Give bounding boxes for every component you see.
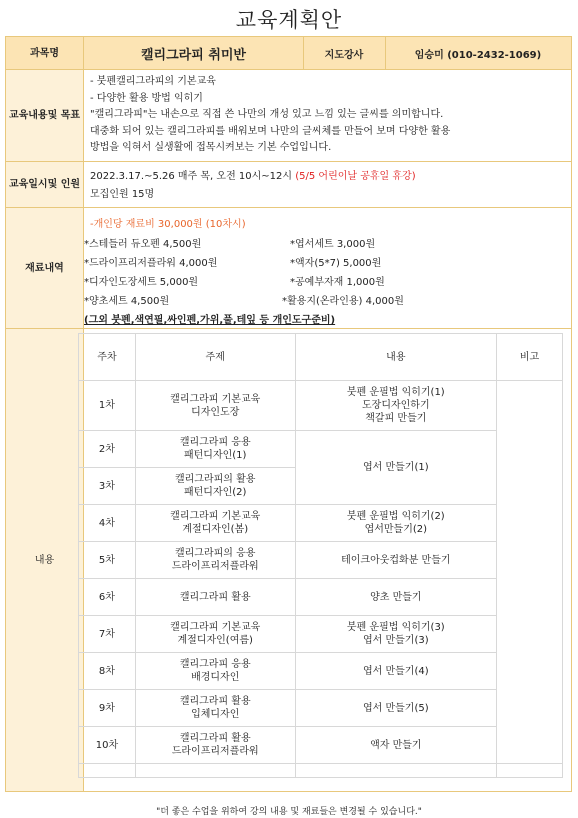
col-header-detail: 내용	[295, 334, 497, 381]
schedule-info-label: 교육일시 및 인원	[6, 162, 84, 207]
table-row: 2차 캘리그라피 응용 패턴디자인(1) 엽서 만들기(1)	[79, 431, 563, 468]
goals-line: - 붓펜캘리그라피의 기본교육	[90, 76, 216, 87]
schedule-info-content	[90, 168, 565, 204]
material-item: *디자인도장세트 5,000원	[84, 277, 199, 288]
goals-line: 방법을 익혀서 실생활에 접목시켜보는 기본 수업입니다.	[90, 142, 332, 153]
holiday-note: (5/5 어린이날 공휴일 휴강)	[295, 171, 416, 182]
table-row: 9차 캘리그라피 활용 입체디자인 엽서 만들기(5)	[79, 690, 563, 727]
goals-label: 교육내용 및 목표	[6, 70, 84, 161]
col-header-note: 비고	[497, 334, 563, 381]
material-fee: -개인당 재료비 30,000원 (10차시)	[90, 219, 246, 230]
teacher-value: 임승미 (010-2432-1069)	[414, 49, 542, 61]
footer-note: "더 좋은 수업을 위하여 강의 내용 및 재료들은 변경될 수 있습니다."	[156, 807, 422, 817]
header-row	[6, 37, 571, 70]
table-row: 4차 캘리그라피 기본교육 계절디자인(봄) 붓펜 운필법 익히기(2) 엽서만들기(2)	[79, 505, 563, 542]
table-row: 3차 캘리그라피의 활용 패턴디자인(2)	[79, 468, 563, 505]
capacity-text: 모집인원 15명	[90, 189, 155, 200]
content-label: 내용	[6, 329, 84, 791]
goals-line: - 다양한 활용 방법 익히기	[90, 92, 203, 104]
col-header-week: 주차	[79, 334, 136, 381]
course-label: 과목명	[6, 37, 84, 69]
teacher-label: 지도강사	[303, 37, 386, 69]
schedule-table	[78, 333, 563, 778]
material-item: *스테들러 듀오펜 4,500원	[84, 239, 202, 250]
table-row-empty	[79, 764, 563, 778]
goals-line: "캘리그라피"는 내손으로 직접 쓴 나만의 개성 있고 느낌 있는 글씨를 의미합니다.	[90, 109, 444, 120]
schedule-header-row	[79, 334, 563, 381]
goals-row	[6, 70, 571, 162]
material-item: *액자(5*7) 5,000원	[290, 258, 382, 269]
material-item: *활용지(온라인용) 4,000원	[282, 296, 404, 307]
material-note: (그외 붓펜,색연필,싸인펜,가위,풀,테잎 등 개인도구준비)	[84, 315, 336, 326]
table-row: 6차 캘리그라피 활용 양초 만들기	[79, 579, 563, 616]
course-name: 캘리그라피 취미반	[84, 37, 304, 69]
table-row: 7차 캘리그라피 기본교육 계절디자인(여름) 붓펜 운필법 익히기(3) 엽서 만들기(3)	[79, 616, 563, 653]
date-text: 2022.3.17.~5.26 매주 목, 오전 10시~12시	[90, 171, 296, 182]
material-item: *드라이프리저플라워 4,000원	[84, 258, 218, 269]
material-item: *엽서세트 3,000원	[290, 239, 376, 250]
table-row: 1차 캘리그라피 기본교육 디자인도장 붓펜 운필법 익히기(1) 도장디자인하기 책갈피 만들기	[79, 381, 563, 431]
table-row: 5차 캘리그라피의 응용 드라이프리저플라워 테이크아웃컵화분 만들기	[79, 542, 563, 579]
materials-label: 재료 내역	[6, 208, 84, 328]
page-title: 교육계획안	[235, 8, 343, 32]
material-item: *양초세트 4,500원	[84, 296, 170, 307]
table-row: 10차 캘리그라피 활용 드라이프리저플라워 액자 만들기	[79, 727, 563, 764]
goals-content	[90, 74, 565, 157]
table-row: 8차 캘리그라피 응용 배경디자인 엽서 만들기(4)	[79, 653, 563, 690]
goals-line: 대중화 되어 있는 캘리그라피를 배워보며 나만의 글씨체를 만들어 보며 다양한 활용	[90, 125, 451, 137]
note-cell	[497, 381, 563, 764]
schedule-info-row	[6, 162, 571, 208]
col-header-topic: 주제	[135, 334, 295, 381]
plan-table	[5, 36, 572, 792]
content-row	[6, 329, 571, 791]
material-item: *공예부자재 1,000원	[290, 277, 385, 288]
materials-row	[6, 208, 571, 329]
